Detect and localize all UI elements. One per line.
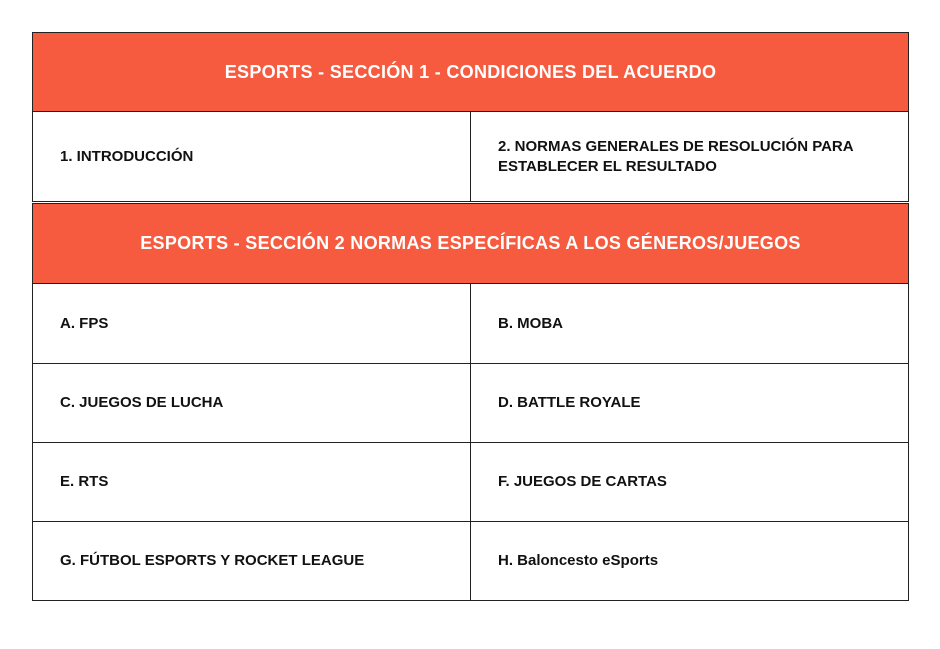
- link-juegos-de-lucha[interactable]: C. JUEGOS DE LUCHA: [33, 364, 471, 442]
- link-moba[interactable]: B. MOBA: [498, 314, 563, 332]
- section-1-table: [32, 32, 909, 202]
- link-rts[interactable]: E. RTS: [33, 443, 471, 521]
- section-2-table: [32, 203, 909, 601]
- link-futbol-esports-rocket-league[interactable]: G. FÚTBOL ESPORTS Y ROCKET LEAGUE: [33, 522, 471, 600]
- table-row: [33, 112, 908, 201]
- table-row: [33, 363, 908, 442]
- table-row: [33, 442, 908, 521]
- link-juegos-de-cartas[interactable]: F. JUEGOS DE CARTAS: [498, 473, 667, 490]
- section-2-header: ESPORTS - SECCIÓN 2 NORMAS ESPECÍFICAS A LOS GÉNEROS/JUEGOS: [33, 204, 908, 284]
- link-fps[interactable]: A. FPS: [33, 284, 471, 363]
- section-1-header: ESPORTS - SECCIÓN 1 - CONDICIONES DEL ACUERDO: [33, 33, 908, 112]
- table-row: [33, 284, 908, 363]
- link-normas-generales[interactable]: 2. NORMAS GENERALES DE RESOLUCIÓN PARA ESTABLECER EL RESULTADO: [498, 137, 854, 175]
- link-introduccion[interactable]: 1. INTRODUCCIÓN: [33, 112, 471, 201]
- link-baloncesto-esports[interactable]: H. Baloncesto eSports: [498, 552, 659, 569]
- table-row: [33, 521, 908, 600]
- link-battle-royale[interactable]: D. BATTLE ROYALE: [498, 394, 641, 411]
